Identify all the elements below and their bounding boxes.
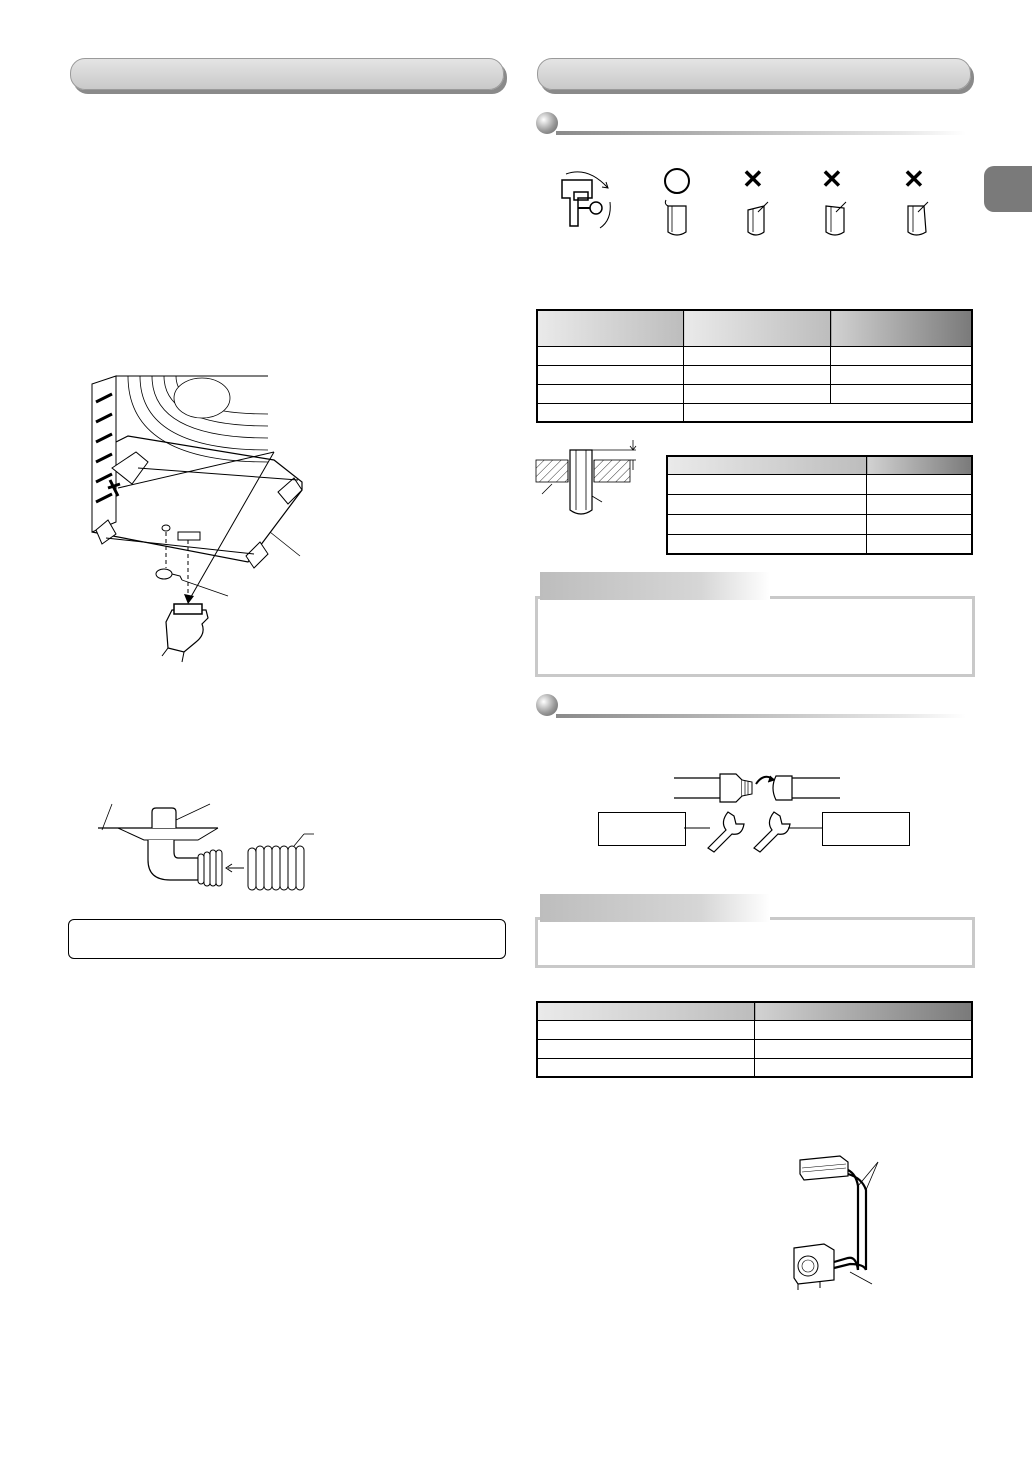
right-section-header <box>537 58 971 90</box>
flare-dimension-table <box>536 309 973 423</box>
table-row <box>537 1039 972 1058</box>
chapter-tab <box>984 166 1032 212</box>
label-leaders <box>684 820 824 830</box>
flare-bar-cross-section <box>530 440 640 520</box>
table-row <box>537 384 972 403</box>
label-box-left <box>598 812 686 846</box>
table-row <box>537 1058 972 1077</box>
left-section-header <box>70 58 504 90</box>
table-row <box>667 494 972 514</box>
unit-connection-illustration <box>790 1150 890 1300</box>
flaring-tool-illustration <box>548 168 618 238</box>
flare-ng-mark-2: ✕ <box>821 164 843 194</box>
flare-ng-pipe-2 <box>822 200 848 238</box>
caution-tab-2 <box>540 894 770 922</box>
table-row <box>537 365 972 384</box>
label-box-right <box>822 812 910 846</box>
table-header-row <box>537 1002 972 1020</box>
table-row <box>537 346 972 365</box>
drain-elbow-illustration <box>98 800 320 896</box>
section-rule-tightening <box>556 714 966 718</box>
caution-box-1 <box>535 596 975 677</box>
depth-table <box>666 455 973 555</box>
table-row <box>537 1020 972 1039</box>
flare-ng-mark-3: ✕ <box>903 164 925 194</box>
outdoor-unit-bottom-illustration <box>88 372 328 662</box>
table-row <box>667 534 972 554</box>
flare-ng-pipe-1 <box>744 200 770 238</box>
table-row <box>537 403 972 422</box>
caution-tab-1-fill <box>540 572 770 600</box>
flare-ok-pipe <box>664 200 690 238</box>
table-header-row <box>667 456 972 474</box>
caution-box-2 <box>535 917 975 968</box>
table-row <box>667 514 972 534</box>
section-bullet-flaring <box>536 112 558 134</box>
section-bullet-tightening <box>536 694 558 716</box>
note-box <box>68 919 506 959</box>
flare-ng-mark-1: ✕ <box>742 164 764 194</box>
flare-ok-mark <box>664 168 690 194</box>
table-header-row <box>537 310 972 346</box>
torque-table <box>536 1001 973 1078</box>
section-rule-flaring <box>556 131 966 135</box>
table-row <box>667 474 972 494</box>
flare-ng-pipe-3 <box>904 200 930 238</box>
